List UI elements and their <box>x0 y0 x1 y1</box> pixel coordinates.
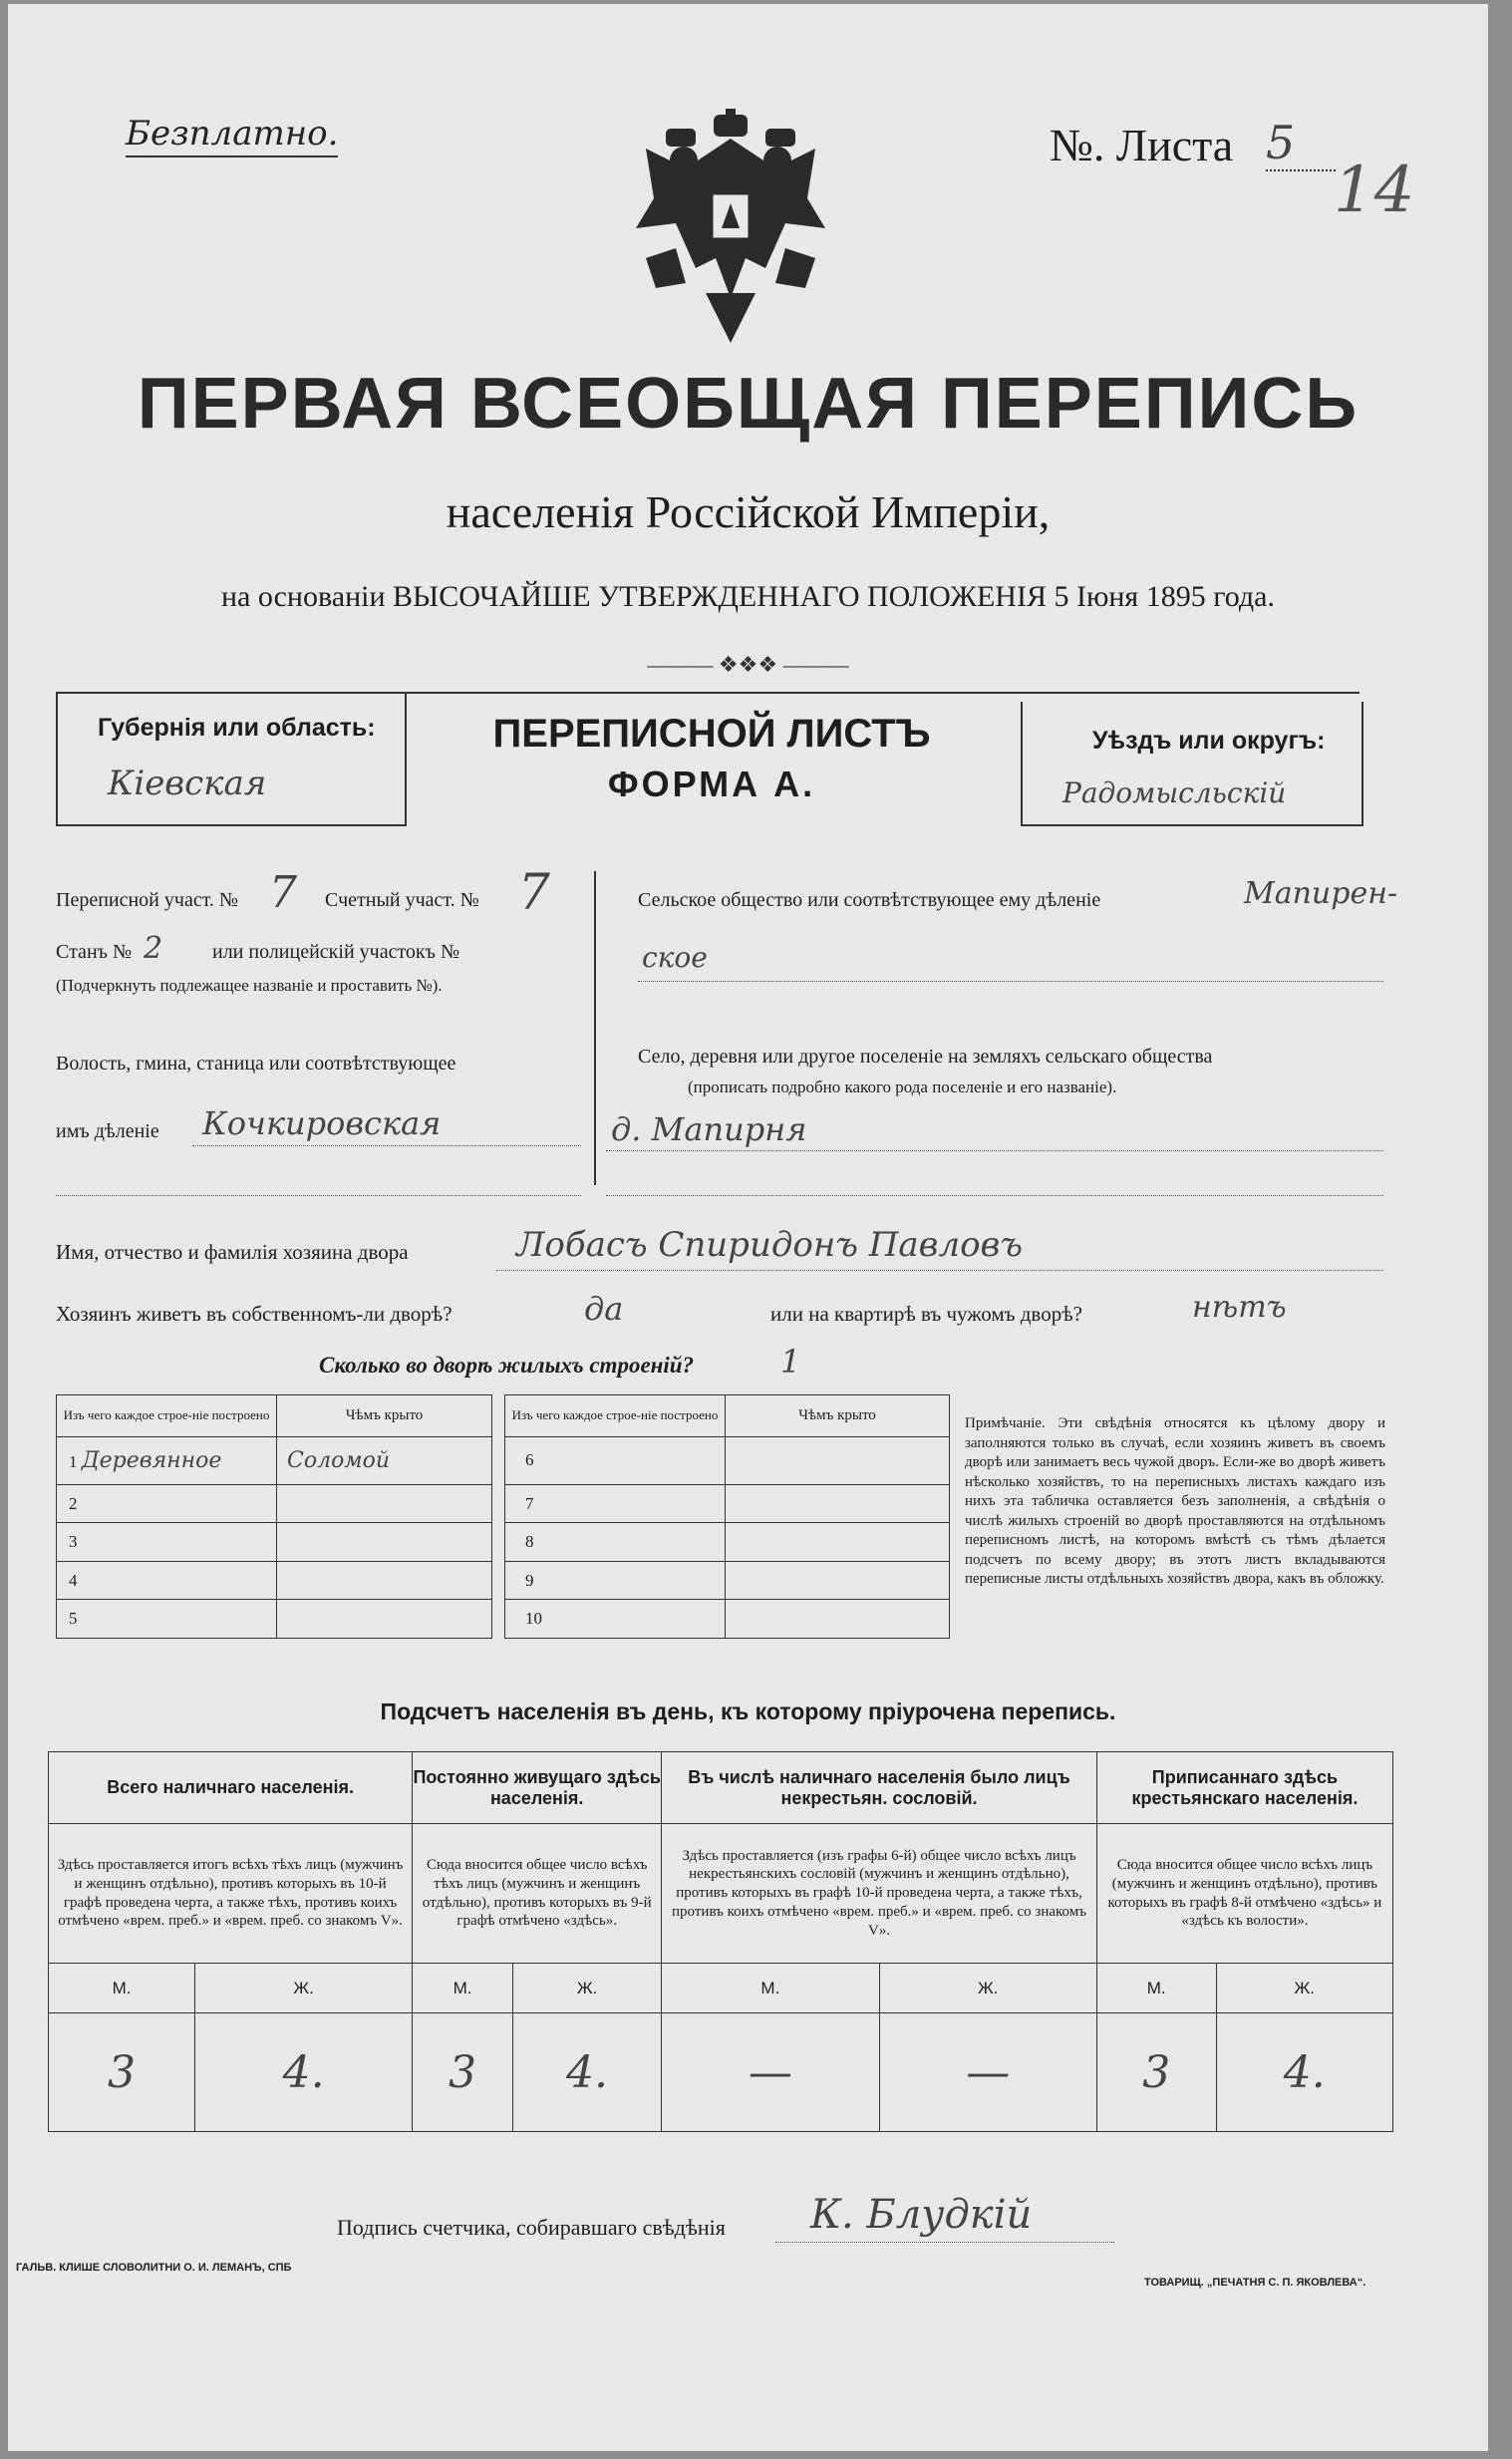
m-header: М. <box>1096 1964 1216 2013</box>
table-gap <box>492 1484 505 1523</box>
roof-value <box>726 1523 950 1562</box>
table-gap <box>492 1395 505 1437</box>
table-gap <box>492 1600 505 1639</box>
table-row <box>57 1437 950 1485</box>
document-title: ПЕРВАЯ ВСЕОБЩАЯ ПЕРЕПИСЬ <box>137 364 1360 444</box>
zh-header: Ж. <box>879 1964 1096 2013</box>
volost-label-2: имъ дѣленіе <box>56 1120 159 1142</box>
schet-uch-label: Счетный участ. № <box>325 889 479 911</box>
gubernia-label: Губернія или область: <box>98 714 376 742</box>
zh-header: Ж. <box>1216 1964 1392 2013</box>
roof-value <box>726 1437 950 1485</box>
society-value: Мапирен- <box>1244 876 1398 911</box>
roof-value <box>726 1484 950 1523</box>
society-value-2: ское <box>642 941 708 974</box>
row-number: 5 <box>57 1600 277 1639</box>
document-subtitle: населенія Россійской Имперіи, <box>446 486 1051 537</box>
uezd-label: Уѣздъ или округъ: <box>1092 727 1326 755</box>
col-nonpeasant-header: Въ числѣ наличнаго населенія было лицъ некрестьян. сословій. <box>662 1752 1097 1824</box>
schet-uch-value: 7 <box>518 863 550 921</box>
nonpeasant-m-value: — <box>662 2013 879 2132</box>
double-headed-eagle-emblem <box>626 109 835 343</box>
row-number: 8 <box>505 1523 726 1562</box>
roof-value: Соломой <box>277 1437 492 1485</box>
village-value: д. Мапирня <box>611 1110 807 1148</box>
table-gap <box>492 1523 505 1562</box>
roof-value <box>277 1484 492 1523</box>
sheet-number-value: 5 <box>1266 116 1336 171</box>
perepis-uch-label: Переписной участ. № <box>56 889 239 911</box>
nonpeasant-zh-value: — <box>879 2013 1096 2132</box>
col-permanent-desc: Сюда вносится общее число всѣхъ тѣхъ лицъ (мужчинъ и женщинъ отдѣльно), противъ которыхъ въ 9-й графѣ отмѣчено «здѣсь». <box>413 1824 662 1964</box>
peasant-zh-value: 4. <box>1216 2013 1392 2132</box>
col-roof-header: Чѣмъ крыто <box>277 1395 492 1437</box>
table-row <box>57 1523 950 1562</box>
free-label: Безплатно. <box>126 114 338 157</box>
row-number: 9 <box>505 1561 726 1600</box>
row-number: 7 <box>505 1484 726 1523</box>
zh-header: Ж. <box>512 1964 661 2013</box>
col-permanent-header: Постоянно живущаго здѣсь населенія. <box>413 1752 662 1824</box>
lives-rent-value: нѣтъ <box>1192 1290 1287 1325</box>
lives-rent-label: или на квартирѣ въ чужомъ дворѣ? <box>770 1302 1082 1326</box>
village-label: Село, деревня или другое поселеніе на земляхъ сельскаго общества <box>638 1046 1213 1068</box>
row-number: 6 <box>505 1437 726 1485</box>
zh-header: Ж. <box>195 1964 413 2013</box>
lives-own-value: да <box>584 1290 624 1328</box>
police-label: или полицейскій участокъ № <box>212 941 460 963</box>
table-gap <box>492 1437 505 1485</box>
stan-label: Станъ № <box>56 941 133 963</box>
roof-value <box>726 1561 950 1600</box>
volost-line-2 <box>56 1195 581 1196</box>
village-line-2 <box>606 1195 1383 1196</box>
total-zh-value: 4. <box>195 2013 413 2132</box>
perepis-uch-value: 7 <box>269 867 297 918</box>
society-label: Сельское общество или соотвѣтствующее ему дѣленіе <box>638 889 1101 911</box>
gubernia-value: Кіевская <box>108 764 267 803</box>
m-header: М. <box>413 1964 513 2013</box>
volost-value: Кочкировская <box>202 1104 442 1142</box>
row-number: 10 <box>505 1600 726 1639</box>
sheet-number-label: №. Листа <box>1050 120 1234 170</box>
roof-value <box>277 1523 492 1562</box>
col-peasant-desc: Сюда вносится общее число всѣхъ лицъ (мужчинъ и женщинъ отдѣльно), противъ которыхъ въ графѣ 8-й отмѣчено «здѣсь» и «здѣсь къ волости». <box>1096 1824 1392 1964</box>
signature-label: Подпись счетчика, собиравшаго свѣдѣнія <box>337 2215 726 2240</box>
permanent-zh-value: 4. <box>512 2013 661 2132</box>
roof-value <box>726 1600 950 1639</box>
fields-divider <box>594 871 596 1185</box>
col-total-header: Всего наличнаго населенія. <box>49 1752 413 1824</box>
buildings-note: Примѣчаніе. Эти свѣдѣнія относятся къ цѣлому двору и заполняются только въ случаѣ, если хозяинъ живетъ въ своемъ дворѣ или занимаетъ весь чужой дворъ. Если-же во дворѣ живетъ нѣсколько хозяйствъ, то на переписныхъ листахъ каждаго изъ нихъ эта табличка оставляется безъ заполненія, а свѣдѣнія о числѣ жилыхъ строеній во дворѣ проставляются на отдѣльномъ переписномъ листѣ, на которомъ вмѣстѣ съ тѣмъ дѣлается подсчетъ по всему двору; въ этотъ листъ вкладываются переписные листы отдѣльныхъ хозяйствъ двора, какъ въ обложку. <box>965 1415 1385 1587</box>
buildings-label: Сколько во дворѣ жилыхъ строеній? <box>319 1353 695 1378</box>
owner-value: Лобасъ Спиридонъ Павловъ <box>516 1225 1024 1265</box>
col-roof-header-2: Чѣмъ крыто <box>726 1395 950 1437</box>
population-count-table <box>48 1751 1393 2132</box>
signature-value: К. Блудкій <box>810 2192 1033 2238</box>
census-sheet <box>8 4 1488 2451</box>
col-material-header: Изъ чего каждое строе-ніе построено <box>57 1395 277 1437</box>
row-number: 1 <box>69 1451 78 1471</box>
row-number: 3 <box>57 1523 277 1562</box>
owner-label: Имя, отчество и фамилія хозяина двора <box>56 1240 409 1264</box>
uezd-value: Радомысльскій <box>1062 776 1287 809</box>
printer-right: ТОВАРИЩ. „ПЕЧАТНЯ С. П. ЯКОВЛЕВА“. <box>1144 2277 1366 2289</box>
ornament-divider: ——— ❖❖❖ ——— <box>647 652 849 677</box>
roof-value <box>277 1600 492 1639</box>
table-row <box>57 1600 950 1639</box>
m-header: М. <box>662 1964 879 2013</box>
col-total-desc: Здѣсь проставляется итогъ всѣхъ тѣхъ лицъ (мужчинъ и женщинъ отдѣльно), противъ которыхъ въ 10-й графѣ проведена черта, а также тѣхъ, противъ коихъ отмѣчено «врем. преб.» и «врем. преб. со знакомъ V». <box>49 1824 413 1964</box>
col-material-header-2: Изъ чего каждое строе-ніе построено <box>505 1395 726 1437</box>
total-m-value: 3 <box>49 2013 195 2132</box>
signature-line <box>775 2242 1114 2243</box>
stan-value: 2 <box>144 931 163 966</box>
m-header: М. <box>49 1964 195 2013</box>
volost-line <box>192 1145 581 1146</box>
permanent-m-value: 3 <box>413 2013 513 2132</box>
row-number: 2 <box>57 1484 277 1523</box>
society-line <box>638 981 1383 982</box>
buildings-value: 1 <box>780 1343 801 1381</box>
table-row <box>57 1561 950 1600</box>
col-nonpeasant-desc: Здѣсь проставляется (изъ графы 6-й) общее число всѣхъ лицъ некрестьянскихъ сословій (мужчинъ и женщинъ отдѣльно), противъ которыхъ въ графѣ 10-й проведена черта, а также тѣхъ, противъ коихъ отмѣчено «врем. преб.» и «врем. преб. со знакомъ V». <box>662 1824 1097 1964</box>
form-subtitle: ФОРМА А. <box>607 764 816 804</box>
lives-own-label: Хозяинъ живетъ въ собственномъ-ли дворѣ? <box>56 1302 453 1326</box>
printer-left: ГАЛЬВ. КЛИШЕ СЛОВОЛИТНИ О. И. ЛЕМАНЪ, СПБ <box>16 2262 292 2274</box>
peasant-m-value: 3 <box>1096 2013 1216 2132</box>
basis-text: на основаніи ВЫСОЧАЙШЕ УТВЕРЖДЕННАГО ПОЛОЖЕНІЯ 5 Іюня 1895 года. <box>221 580 1275 613</box>
village-line <box>606 1150 1383 1151</box>
volost-label: Волость, гмина, станица или соотвѣтствующее <box>56 1053 456 1075</box>
buildings-table <box>56 1394 950 1639</box>
owner-line <box>496 1270 1383 1271</box>
table-gap <box>492 1561 505 1600</box>
roof-value <box>277 1561 492 1600</box>
gubernia-box <box>56 692 407 826</box>
form-title: ПЕРЕПИСНОЙ ЛИСТЪ <box>492 712 931 756</box>
col-peasant-header: Приписаннаго здѣсь крестьянскаго населенія. <box>1096 1752 1392 1824</box>
village-note: (прописать подробно какого рода поселеніе и его названіе). <box>688 1077 1117 1096</box>
row-number: 4 <box>57 1561 277 1600</box>
uezd-box <box>1021 702 1363 826</box>
corner-number: 14 <box>1334 154 1415 227</box>
count-title: Подсчетъ населенія въ день, къ которому пріурочена перепись. <box>380 1698 1116 1724</box>
material-value: Деревянное <box>81 1447 222 1473</box>
underline-note: (Подчеркнуть подлежащее названіе и проставить №). <box>56 976 443 995</box>
table-row <box>57 1484 950 1523</box>
